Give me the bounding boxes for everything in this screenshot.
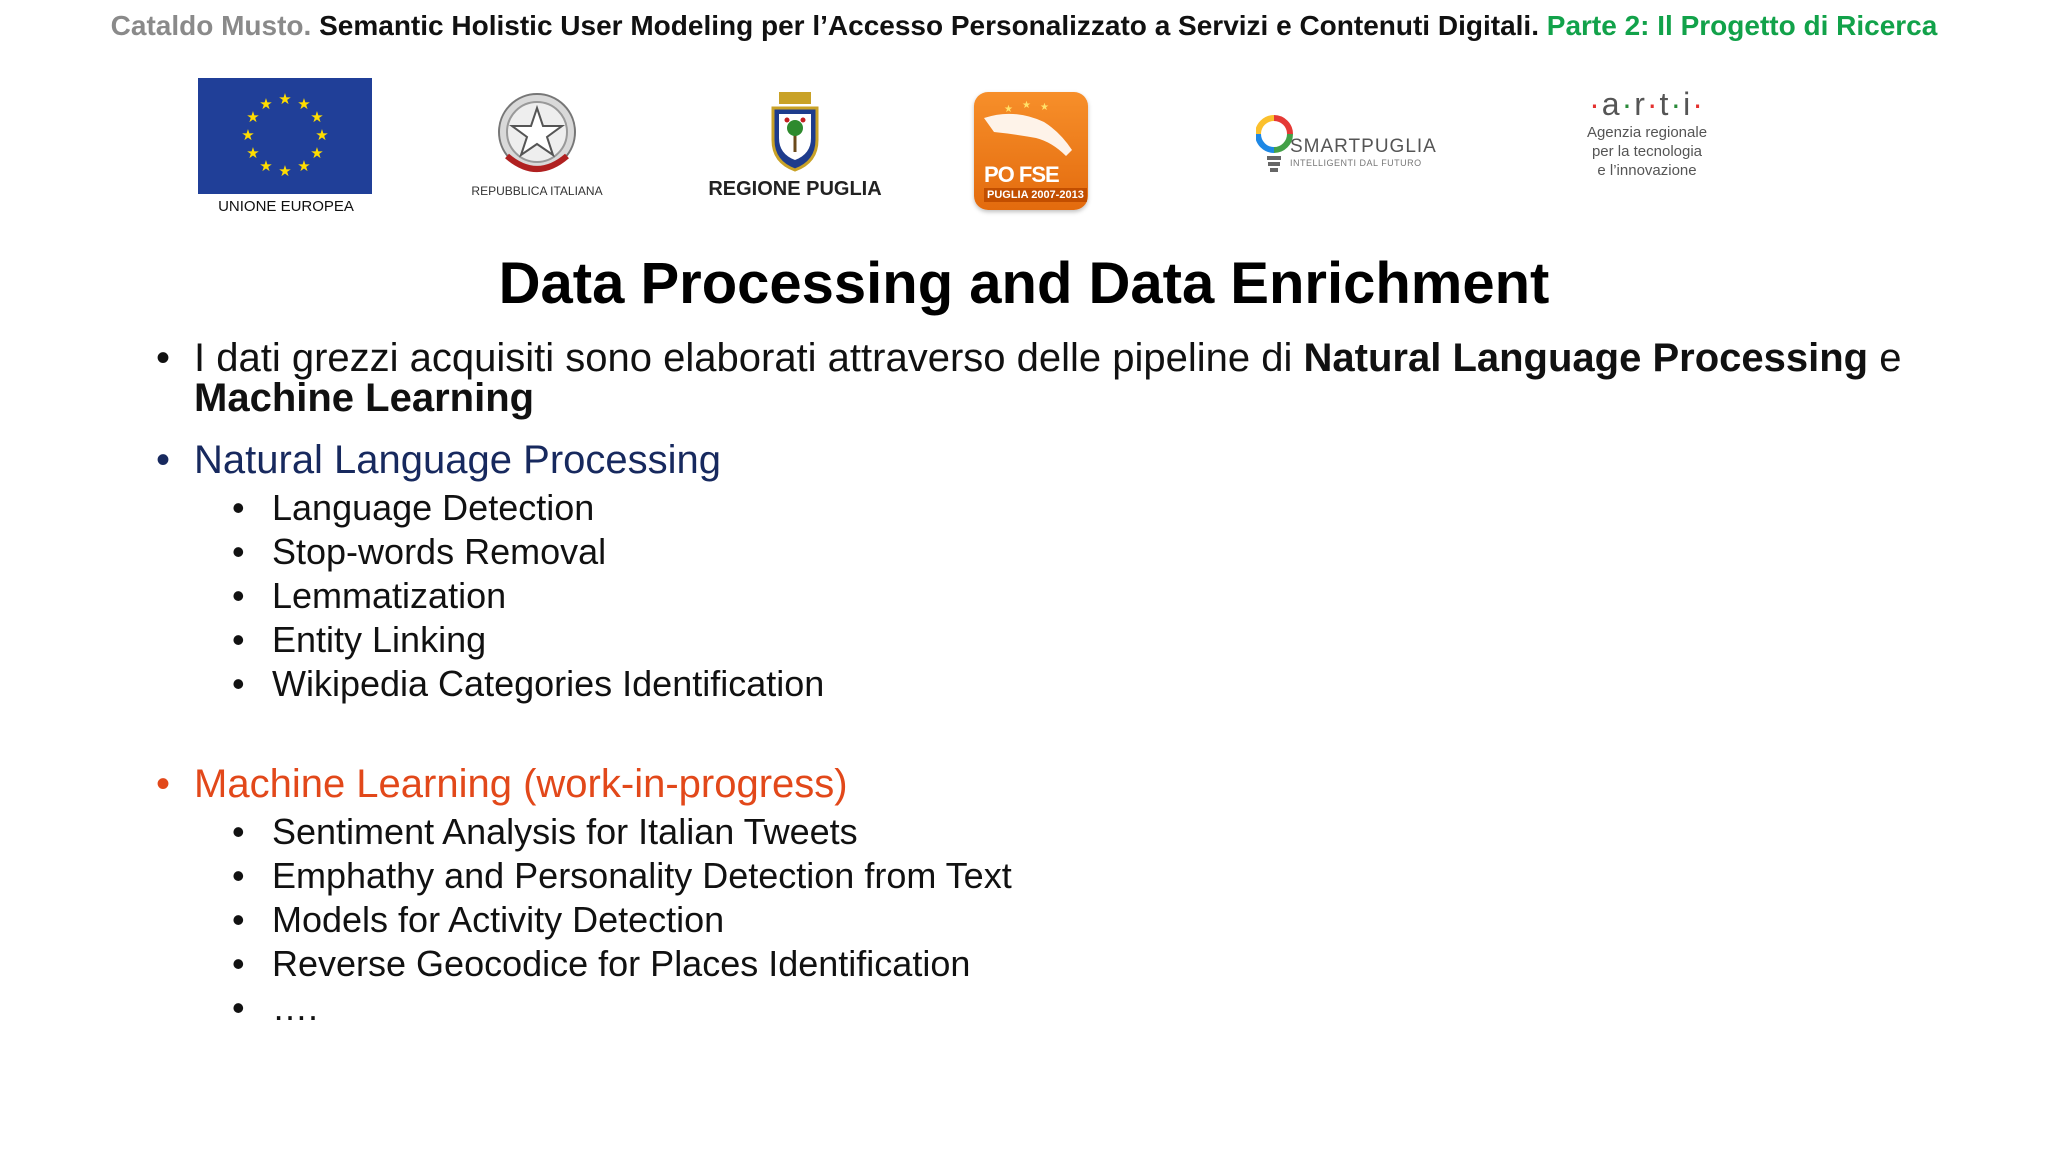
smartpuglia-logo [1256, 108, 1446, 188]
list-item [150, 486, 1930, 530]
slide-header [0, 10, 2048, 42]
ml-list [150, 810, 1930, 1030]
bullet-dot-icon: • [232, 943, 245, 984]
list-item [150, 942, 1930, 986]
bullet-dot-icon: • [232, 619, 245, 660]
list-item-text: Sentiment Analysis for Italian Tweets [272, 811, 858, 852]
list-item-text: Entity Linking [272, 619, 487, 660]
svg-text:★: ★ [1040, 102, 1049, 113]
smartpuglia-wordmark: SMARTPUGLIA [1290, 136, 1437, 157]
list-item [150, 810, 1930, 854]
intro-bold-ml: Machine Learning [194, 376, 535, 420]
list-item [150, 530, 1930, 574]
svg-text:★: ★ [278, 90, 292, 108]
nlp-heading-text: Natural Language Processing [194, 438, 722, 482]
svg-text:★: ★ [1004, 104, 1013, 115]
bullet-nlp-heading [150, 440, 1930, 480]
bullet-dot-icon: • [156, 762, 171, 806]
bullet-dot-icon: • [232, 575, 245, 616]
po-fse-title: PO FSE [984, 162, 1059, 187]
po-fse-subtitle: PUGLIA 2007-2013 [984, 188, 1087, 202]
eu-caption: UNIONE EUROPEA [218, 198, 354, 215]
slide-title: Data Processing and Data Enrichment [498, 251, 1550, 316]
arti-logo [1562, 86, 1732, 206]
po-fse-badge [974, 92, 1088, 210]
svg-text:★: ★ [241, 126, 255, 144]
bullet-dot-icon: • [232, 663, 245, 704]
eu-logo [198, 78, 374, 214]
bullet-dot-icon: • [156, 438, 171, 482]
bullet-dot-icon: • [232, 855, 245, 896]
svg-text:★: ★ [246, 144, 260, 162]
bullet-dot-icon: • [232, 531, 245, 572]
bullet-dot-icon: • [156, 336, 171, 380]
svg-text:★: ★ [310, 144, 324, 162]
list-item-text: Language Detection [272, 487, 595, 528]
po-fse-logo [974, 92, 1090, 212]
header-author: Cataldo Musto. [110, 10, 312, 41]
list-item-text: Lemmatization [272, 575, 507, 616]
intro-text-2: e [1868, 336, 1902, 380]
italian-republic-caption: REPUBBLICA ITALIANA [471, 184, 603, 198]
svg-text:★: ★ [315, 126, 329, 144]
svg-text:★: ★ [297, 95, 311, 113]
italian-republic-logo [462, 86, 612, 214]
svg-text:★: ★ [259, 95, 273, 113]
list-item-text: Emphathy and Personality Detection from Text [272, 855, 1012, 896]
header-part: Parte 2: Il Progetto di Ricerca [1546, 10, 1938, 41]
svg-text:★: ★ [310, 108, 324, 126]
intro-bold-nlp: Natural Language Processing [1303, 336, 1869, 380]
regione-puglia-logo [700, 88, 890, 212]
list-item [150, 662, 1930, 706]
bullet-dot-icon: • [232, 987, 245, 1028]
list-item-text: Wikipedia Categories Identification [272, 663, 825, 704]
bullet-dot-icon: • [232, 487, 245, 528]
svg-text:★: ★ [246, 108, 260, 126]
list-item [150, 898, 1930, 942]
slide-content [150, 338, 1930, 1030]
regione-puglia-caption: REGIONE PUGLIA [708, 178, 882, 200]
bullet-intro [150, 338, 1930, 418]
puglia-coat-of-arms-icon [765, 88, 825, 172]
header-title: Semantic Holistic User Modeling per l’Accesso Personalizzato a Servizi e Contenuti Digitali. [319, 10, 1539, 41]
list-item-text: Reverse Geocodice for Places Identification [272, 943, 971, 984]
smartpuglia-tagline: INTELLIGENTI DAL FUTURO [1290, 158, 1422, 168]
svg-text:★: ★ [1022, 100, 1031, 111]
svg-text:★: ★ [297, 157, 311, 175]
list-item-text: Models for Activity Detection [272, 899, 725, 940]
arti-tagline-line-3: e l’innovazione [1597, 162, 1697, 179]
svg-text:★: ★ [259, 157, 273, 175]
list-item-text: …. [272, 987, 319, 1028]
italian-emblem-icon [489, 86, 585, 182]
logo-strip [0, 78, 2048, 228]
ml-heading-text: Machine Learning (work-in-progress) [194, 762, 848, 806]
list-item-text: Stop-words Removal [272, 531, 607, 572]
svg-text:★: ★ [278, 162, 292, 180]
bullet-dot-icon: • [232, 899, 245, 940]
intro-text-1: I dati grezzi acquisiti sono elaborati attraverso delle pipeline di [194, 336, 1304, 380]
list-item [150, 574, 1930, 618]
eu-flag-icon [198, 78, 372, 194]
arti-tagline-line-1: Agenzia regionale [1586, 124, 1708, 141]
list-item [150, 986, 1930, 1030]
bullet-ml-heading [150, 764, 1930, 804]
arti-tagline-line-2: per la tecnologia [1591, 143, 1703, 160]
arti-wordmark: ·a·r·t·i· [1589, 86, 1705, 122]
list-item [150, 618, 1930, 662]
list-item [150, 854, 1930, 898]
nlp-list [150, 486, 1930, 706]
bullet-dot-icon: • [232, 811, 245, 852]
